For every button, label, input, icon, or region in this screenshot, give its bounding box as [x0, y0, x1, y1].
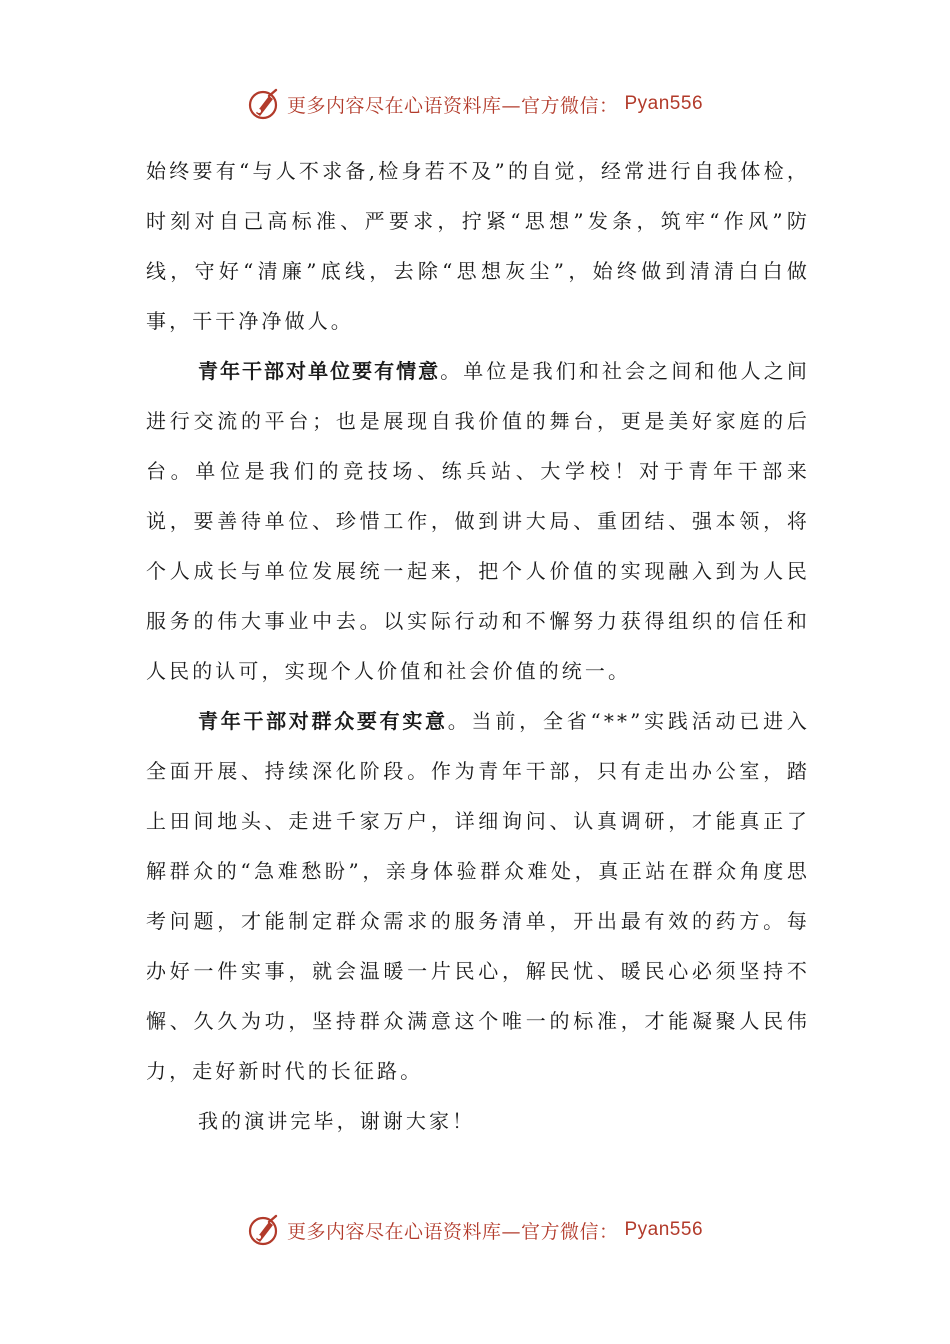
header-wechat-id: Pyan556	[624, 93, 704, 114]
footer-banner	[0, 1210, 950, 1250]
paragraph-4	[146, 1096, 810, 1146]
paragraph-2-heading: 青年干部对单位要有情意	[198, 359, 441, 383]
header-banner	[0, 84, 950, 124]
paragraph-1	[146, 146, 810, 346]
footer-banner-text: 更多内容尽在心语资料库—官方微信：	[286, 1220, 619, 1243]
paragraph-1-text: 始终要有“与人不求备,检身若不及”的自觉，经常进行自我体检，时刻对自己高标准、严要求，拧紧“思想”发条，筑牢“作风”防线，守好“清廉”底线，去除“思想灰尘”，始终做到清清白白做事，干干净净做人。	[146, 159, 810, 333]
paragraph-3	[146, 696, 810, 1096]
paragraph-2	[146, 346, 810, 696]
paragraph-3-heading: 青年干部对群众要有实意	[198, 709, 448, 733]
document-body	[146, 146, 810, 1146]
pen-seal-icon	[247, 1213, 281, 1247]
paragraph-2-text: 。单位是我们和社会之间和他人之间进行交流的平台；也是展现自我价值的舞台，更是美好家庭的后台。单位是我们的竞技场、练兵站、大学校！对于青年干部来说，要善待单位、珍惜工作，做到讲大局、重团结、强本领，将个人成长与单位发展统一起来，把个人价值的实现融入到为人民服务的伟大事业中去。以实际行动和不懈努力获得组织的信任和人民的认可，实现个人价值和社会价值的统一。	[146, 359, 810, 683]
pen-seal-icon	[247, 87, 281, 121]
paragraph-4-text: 我的演讲完毕，谢谢大家！	[198, 1109, 476, 1133]
header-banner-text: 更多内容尽在心语资料库—官方微信：	[286, 94, 619, 117]
footer-wechat-id: Pyan556	[624, 1219, 704, 1240]
paragraph-3-text: 。当前，全省“**”实践活动已进入全面开展、持续深化阶段。作为青年干部，只有走出办公室，踏上田间地头、走进千家万户，详细询问、认真调研，才能真正了解群众的“急难愁盼”，亲身体验群众难处，真正站在群众角度思考问题，才能制定群众需求的服务清单，开出最有效的药方。每办好一件实事，就会温暖一片民心，解民忧、暖民心必须坚持不懈、久久为功，坚持群众满意这个唯一的标准，才能凝聚人民伟力，走好新时代的长征路。	[146, 709, 811, 1083]
